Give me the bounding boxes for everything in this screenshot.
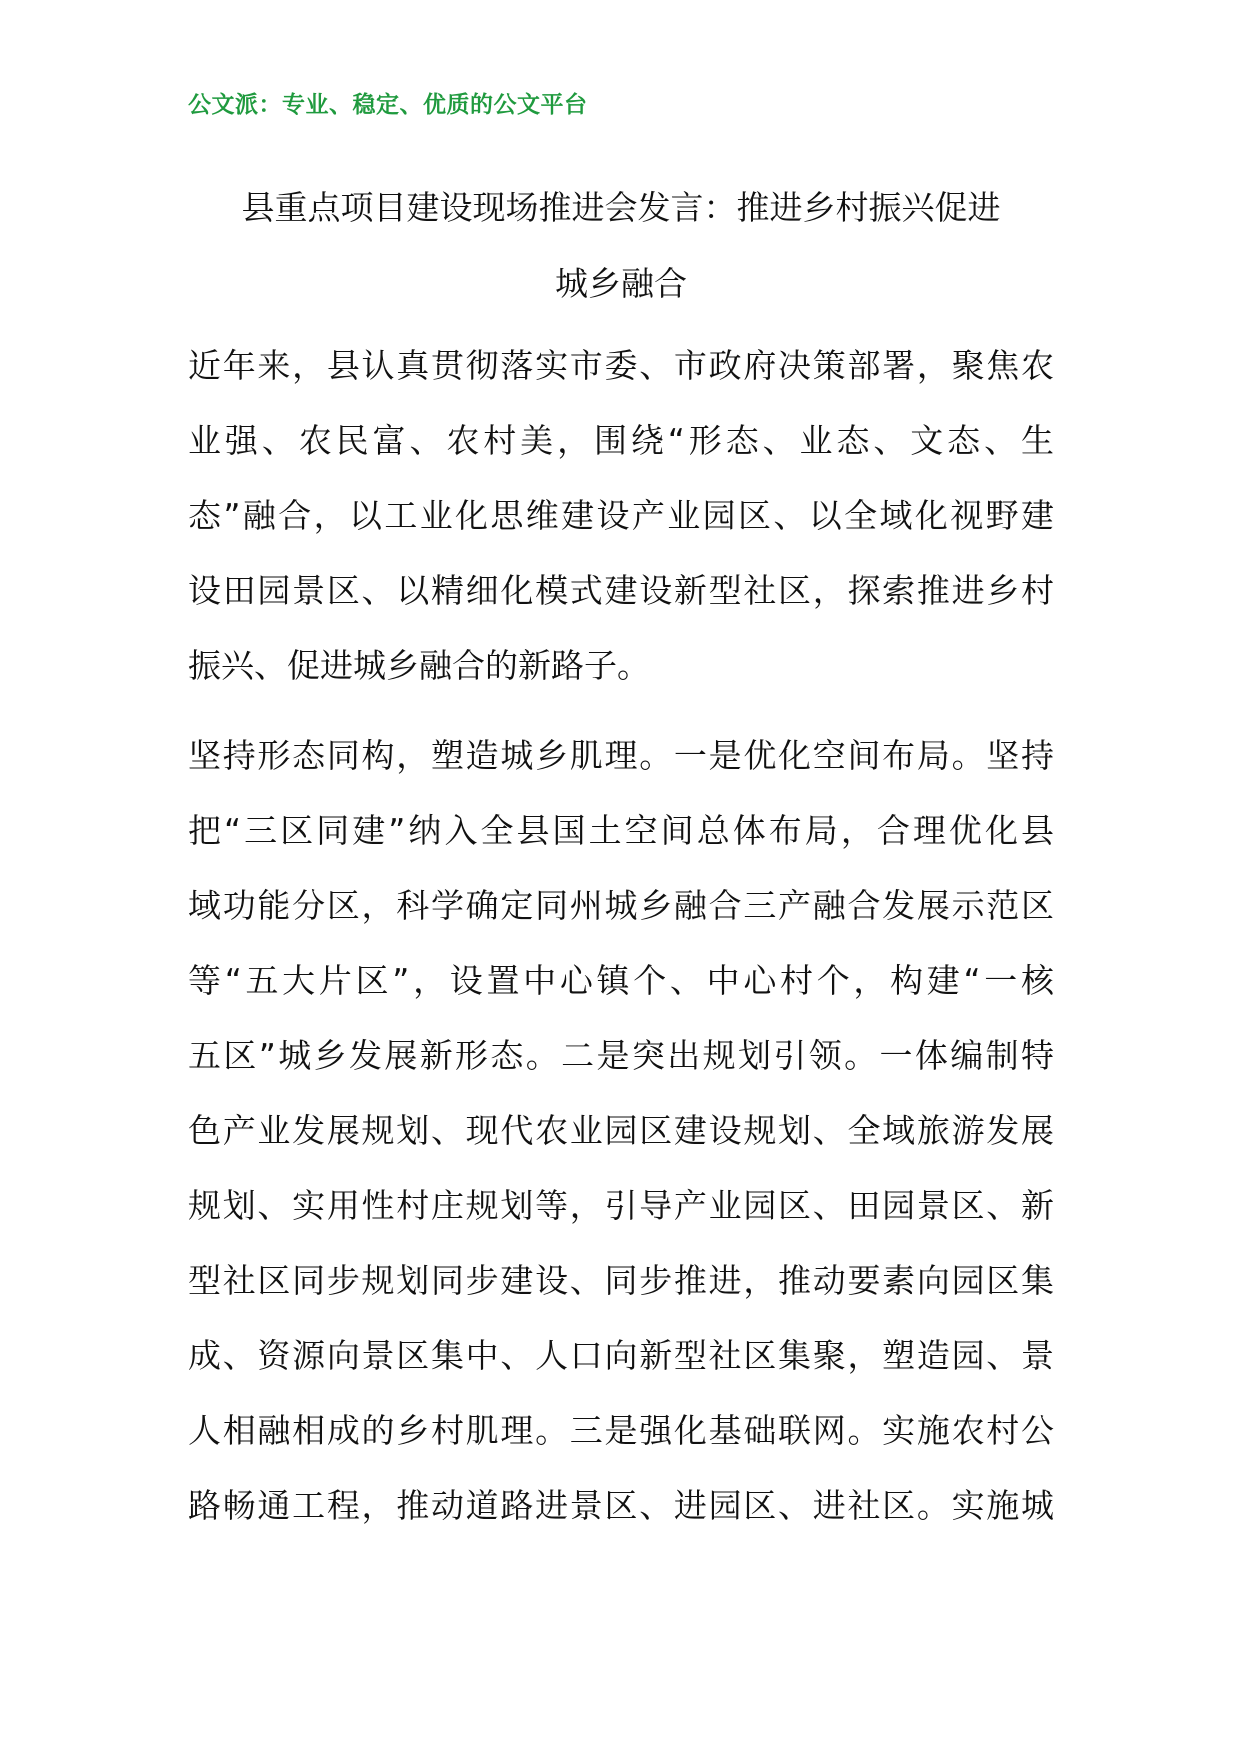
paragraph-line: 五区”城乡发展新形态。二是突出规划引领。一体编制特 xyxy=(188,1036,1054,1075)
paragraph-line: 等“五大片区”，设置中心镇个、中心村个，构建“一核 xyxy=(188,961,1054,1000)
title-line: 城乡融合 xyxy=(555,264,687,303)
paragraph-line: 人相融相成的乡村肌理。三是强化基础联网。实施农村公 xyxy=(188,1411,1054,1450)
title-line: 县重点项目建设现场推进会发言：推进乡村振兴促进 xyxy=(241,188,1001,227)
paragraph-line: 态”融合，以工业化思维建设产业园区、以全域化视野建 xyxy=(188,496,1054,535)
paragraph-line: 路畅通工程，推动道路进景区、进园区、进社区。实施城 xyxy=(188,1486,1054,1525)
body-paragraph-2 xyxy=(188,718,1054,1543)
document-title xyxy=(188,170,1054,322)
paragraph-line: 成、资源向景区集中、人口向新型社区集聚，塑造园、景 xyxy=(188,1336,1054,1375)
paragraph-line: 域功能分区，科学确定同州城乡融合三产融合发展示范区 xyxy=(188,886,1054,925)
paragraph-line: 型社区同步规划同步建设、同步推进，推动要素向园区集 xyxy=(188,1261,1054,1300)
paragraph-line: 色产业发展规划、现代农业园区建设规划、全域旅游发展 xyxy=(188,1111,1054,1150)
body-paragraph-1 xyxy=(188,328,1054,703)
paragraph-line: 近年来，县认真贯彻落实市委、市政府决策部署，聚焦农 xyxy=(188,346,1054,385)
paragraph-line: 业强、农民富、农村美，围绕“形态、业态、文态、生 xyxy=(188,421,1054,460)
paragraph-line: 坚持形态同构，塑造城乡肌理。一是优化空间布局。坚持 xyxy=(188,736,1054,775)
site-tagline: 公文派：专业、稳定、优质的公文平台 xyxy=(188,91,588,118)
paragraph-line: 振兴、促进城乡融合的新路子。 xyxy=(188,646,650,685)
paragraph-line: 把“三区同建”纳入全县国土空间总体布局，合理优化县 xyxy=(188,811,1054,850)
paragraph-line: 设田园景区、以精细化模式建设新型社区，探索推进乡村 xyxy=(188,571,1054,610)
paragraph-line: 规划、实用性村庄规划等，引导产业园区、田园景区、新 xyxy=(188,1186,1054,1225)
